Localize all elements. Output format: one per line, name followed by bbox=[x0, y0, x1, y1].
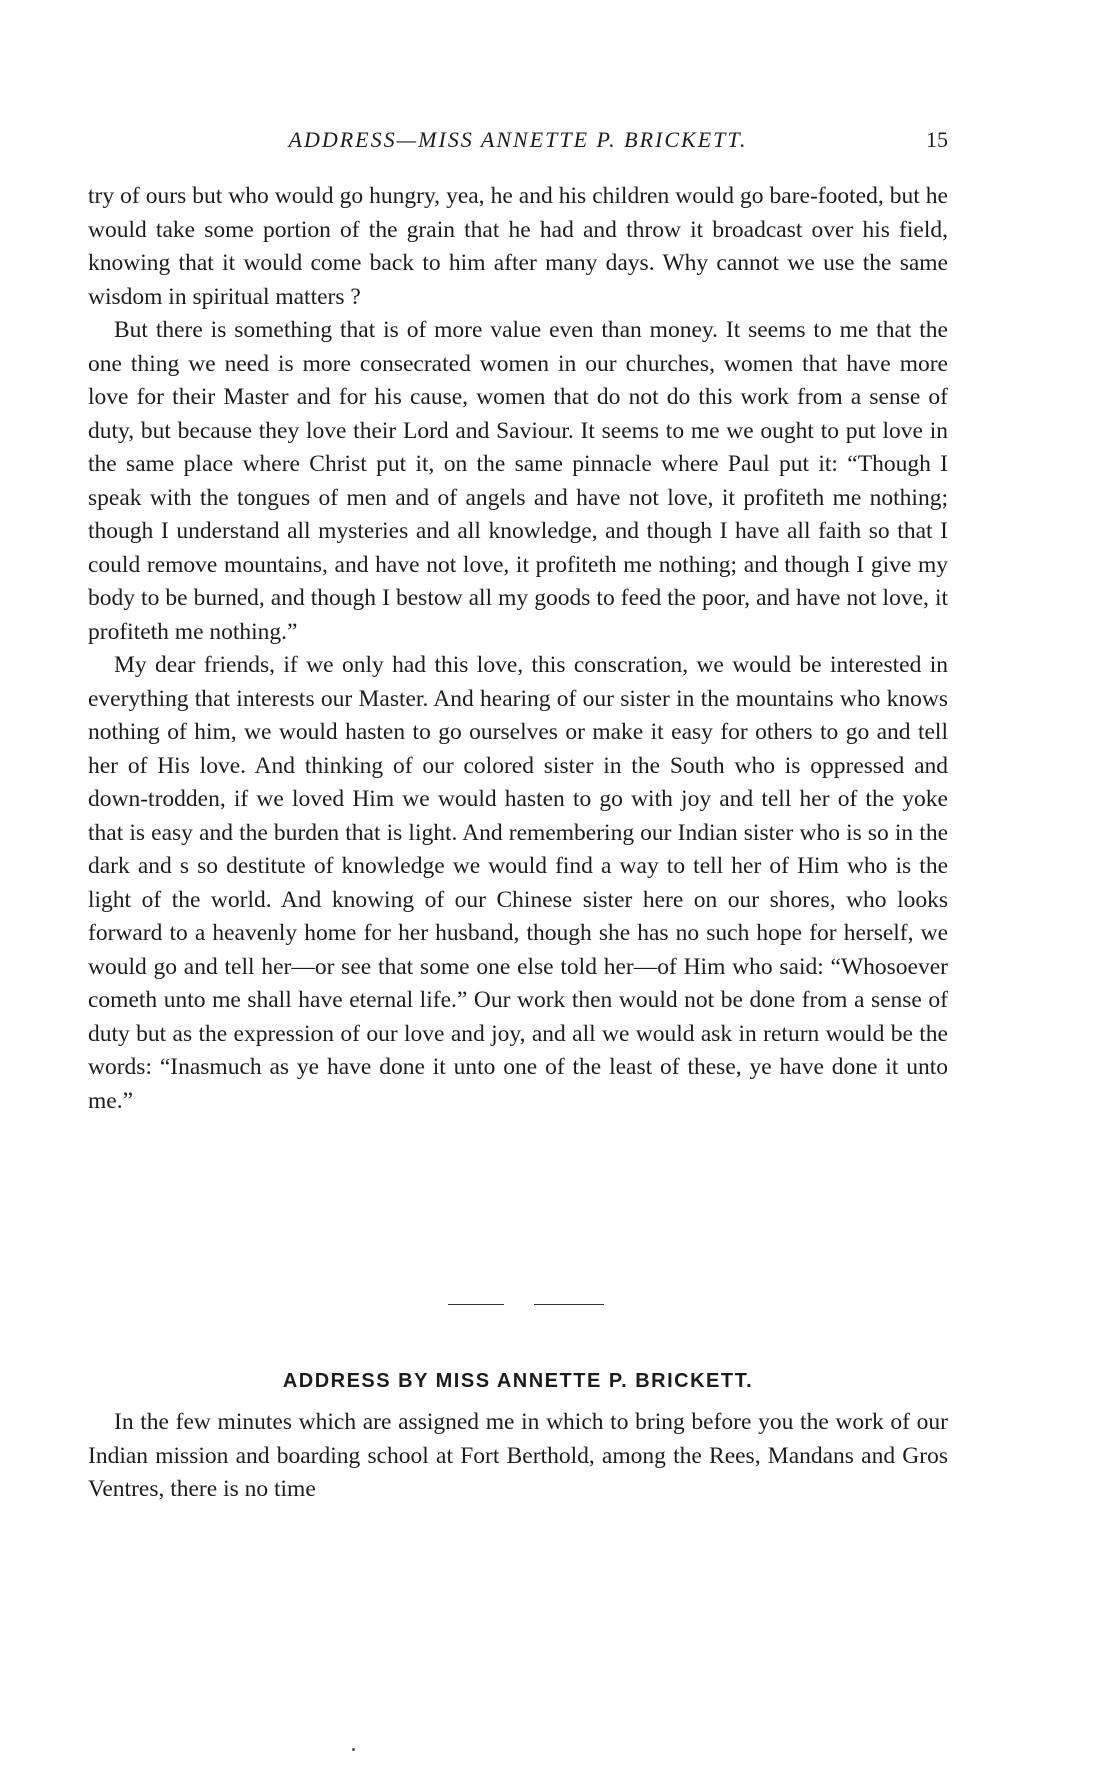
separator-rule-left bbox=[448, 1304, 504, 1305]
running-head bbox=[88, 122, 948, 158]
running-title: ADDRESS—MISS ANNETTE P. BRICKETT. bbox=[288, 127, 748, 152]
print-speck bbox=[352, 1748, 355, 1751]
body-text bbox=[88, 180, 948, 1118]
section-separator bbox=[0, 1302, 1120, 1308]
paragraph-indian-mission: In the few minutes which are assigned me in which to bring before you the work of our Indian mission and boarding school at Fort Berthold, among the Rees, Mandans and Gros Ventres, there is no time bbox=[88, 1409, 948, 1502]
paragraph-dear-friends: My dear friends, if we only had this love, this conscration, we would be interested in everything that interests our Master. And hearing of our sister in the mountains who knows nothing of him, we would hasten to go ourselves or make it easy for others to go and tell her of His love. And thinking of our colored sister in the South who is oppressed and down-trodden, if we loved Him we would hasten to go with joy and tell her of the yoke that is easy and the burden that is light. And remembering our Indian sister who is so in the dark and s so destitute of knowledge we would find a way to tell her of Him who is the light of the world. And knowing of our Chinese sister here on our shores, who looks forward to a heavenly home for her husband, though she has no such hope for herself, we would go and tell her—or see that some one else told her—of Him who said: “Whosoever cometh unto me shall have eternal life.” Our work then would not be done from a sense of duty but as the expression of our love and joy, and all we would ask in return would be the words: “Inasmuch as ye have done it unto one of the least of these, ye have done it unto me.” bbox=[88, 652, 948, 1114]
page-number: 15 bbox=[926, 127, 948, 152]
paragraph-continued: try of ours but who would go hungry, yea, he and his children would go bare-footed, but he would take some portion of the grain that he had and throw it broadcast over his field, knowing that it would come back to him after many days. Why cannot we use the same wisdom in spiritual matters ? bbox=[88, 183, 948, 310]
section-heading: ADDRESS BY MISS ANNETTE P. BRICKETT. bbox=[282, 1370, 754, 1392]
section-text bbox=[88, 1406, 948, 1507]
separator-rule-right bbox=[534, 1304, 604, 1305]
paragraph-consecrated-women: But there is something that is of more value even than money. It seems to me that the one thing we need is more consecrated women in our churches, women that have more love for their Master and for his cause, women that do not do this work from a sense of duty, but because they love their Lord and Saviour. It seems to me we ought to put love in the same place where Christ put it, on the same pinnacle where Paul put it: “Though I speak with the tongues of men and of angels and have not love, it profiteth me nothing; though I understand all mysteries and all knowledge, and though I have all faith so that I could remove mountains, and have not love, it profiteth me nothing; and though I give my body to be burned, and though I bestow all my goods to feed the poor, and have not love, it profiteth me nothing.” bbox=[88, 317, 948, 645]
